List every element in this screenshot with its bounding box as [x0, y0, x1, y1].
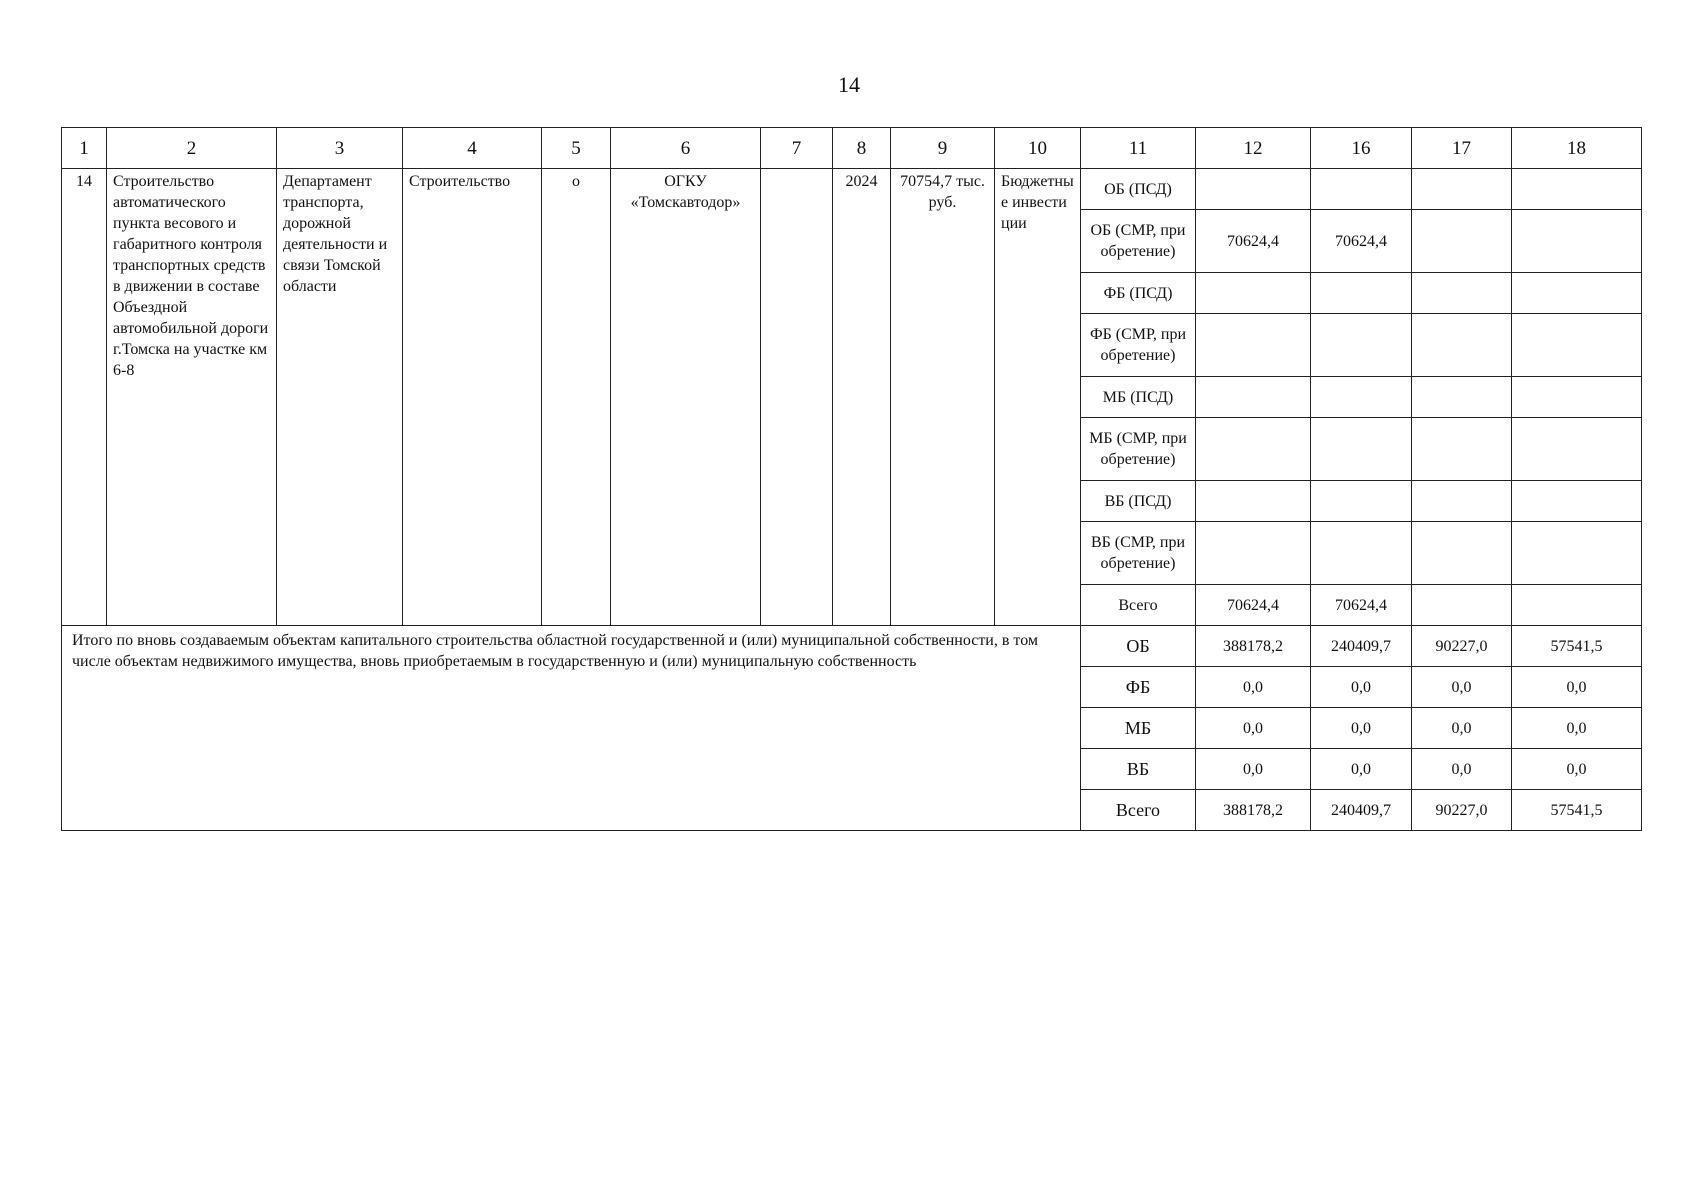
table-cell: 0,0	[1512, 749, 1642, 790]
column-header: 7	[761, 128, 833, 169]
item-name: Строительство автоматического пункта весового и габаритного контроля транспортных средств в движении в составе Объездной автомобильной дороги г.Томска на участке км 6-8	[107, 169, 277, 626]
item-form: Бюджетные инвестиции	[995, 169, 1081, 626]
item-year: 2024	[833, 169, 891, 626]
table-cell	[1512, 169, 1642, 210]
table-cell	[1412, 481, 1512, 522]
table-cell: 90227,0	[1412, 626, 1512, 667]
column-header: 4	[403, 128, 542, 169]
funding-source: ВБ (ПСД)	[1081, 481, 1196, 522]
table-row	[62, 169, 1642, 210]
table-cell	[1412, 377, 1512, 418]
table-cell	[1512, 585, 1642, 626]
table-cell	[1196, 377, 1311, 418]
table-cell	[1512, 273, 1642, 314]
investment-table	[61, 127, 1642, 831]
table-cell	[1311, 314, 1412, 377]
table-cell: 240409,7	[1311, 626, 1412, 667]
table-cell	[1196, 418, 1311, 481]
item-number: 14	[62, 169, 107, 626]
column-header: 5	[542, 128, 611, 169]
table-cell	[1412, 314, 1512, 377]
table-cell	[1196, 522, 1311, 585]
page-number: 14	[838, 72, 860, 97]
column-header: 12	[1196, 128, 1311, 169]
column-header: 6	[611, 128, 761, 169]
table-cell	[1512, 210, 1642, 273]
table-cell: 0,0	[1196, 708, 1311, 749]
table-cell	[1311, 273, 1412, 314]
table-cell	[1311, 522, 1412, 585]
summary-label: Итого по вновь создаваемым объектам капитального строительства областной государственной и (или) муниципальной собственности, в том числе объектам недвижимого имущества, вновь приобретаемым в государственную и (или) муниципальную собственность	[62, 626, 1081, 831]
funding-source: МБ (СМР, приобретение)	[1081, 418, 1196, 481]
table-cell	[1512, 314, 1642, 377]
table-cell	[1196, 481, 1311, 522]
summary-source: ОБ	[1081, 626, 1196, 667]
table-cell: 57541,5	[1512, 790, 1642, 831]
table-cell: 0,0	[1512, 667, 1642, 708]
funding-source: Всего	[1081, 585, 1196, 626]
item-col7	[761, 169, 833, 626]
table-cell: 0,0	[1196, 667, 1311, 708]
table-cell	[1412, 522, 1512, 585]
funding-source: ФБ (ПСД)	[1081, 273, 1196, 314]
column-header: 11	[1081, 128, 1196, 169]
table-cell: 0,0	[1196, 749, 1311, 790]
table-cell	[1512, 522, 1642, 585]
table-cell: 70624,4	[1196, 585, 1311, 626]
table-cell	[1412, 169, 1512, 210]
column-header: 1	[62, 128, 107, 169]
table-cell	[1311, 377, 1412, 418]
table-cell	[1412, 273, 1512, 314]
funding-source: ОБ (СМР, приобретение)	[1081, 210, 1196, 273]
table-cell: 388178,2	[1196, 626, 1311, 667]
column-header: 2	[107, 128, 277, 169]
table-cell	[1512, 377, 1642, 418]
table-cell	[1412, 418, 1512, 481]
column-header-row	[62, 128, 1642, 169]
funding-source: МБ (ПСД)	[1081, 377, 1196, 418]
table-cell: 0,0	[1311, 749, 1412, 790]
item-customer: ОГКУ «Томскавтодор»	[611, 169, 761, 626]
table-cell	[1311, 169, 1412, 210]
item-type: Строительство	[403, 169, 542, 626]
table-cell: 0,0	[1412, 749, 1512, 790]
table-cell	[1196, 169, 1311, 210]
funding-source: ФБ (СМР, приобретение)	[1081, 314, 1196, 377]
table-cell	[1512, 481, 1642, 522]
summary-row	[62, 626, 1642, 667]
column-header: 16	[1311, 128, 1412, 169]
table-cell	[1512, 418, 1642, 481]
column-header: 10	[995, 128, 1081, 169]
table-cell: 0,0	[1311, 667, 1412, 708]
column-header: 18	[1512, 128, 1642, 169]
summary-source: Всего	[1081, 790, 1196, 831]
column-header: 17	[1412, 128, 1512, 169]
summary-source: ФБ	[1081, 667, 1196, 708]
table-cell: 70624,4	[1196, 210, 1311, 273]
column-header: 3	[277, 128, 403, 169]
table-cell: 0,0	[1311, 708, 1412, 749]
table-cell: 0,0	[1512, 708, 1642, 749]
table-cell: 0,0	[1412, 708, 1512, 749]
table-cell: 388178,2	[1196, 790, 1311, 831]
item-col5: о	[542, 169, 611, 626]
table-cell: 70624,4	[1311, 210, 1412, 273]
table-cell	[1311, 418, 1412, 481]
summary-source: ВБ	[1081, 749, 1196, 790]
funding-source: ОБ (ПСД)	[1081, 169, 1196, 210]
column-header: 8	[833, 128, 891, 169]
table-cell	[1196, 314, 1311, 377]
table-cell: 0,0	[1412, 667, 1512, 708]
table-cell: 90227,0	[1412, 790, 1512, 831]
item-cost: 70754,7 тыс. руб.	[891, 169, 995, 626]
table-cell: 70624,4	[1311, 585, 1412, 626]
item-department: Департамент транспорта, дорожной деятельности и связи Томской области	[277, 169, 403, 626]
table-cell: 240409,7	[1311, 790, 1412, 831]
column-header: 9	[891, 128, 995, 169]
funding-source: ВБ (СМР, приобретение)	[1081, 522, 1196, 585]
table-cell: 57541,5	[1512, 626, 1642, 667]
summary-source: МБ	[1081, 708, 1196, 749]
table-cell	[1196, 273, 1311, 314]
table-cell	[1412, 585, 1512, 626]
table-cell	[1412, 210, 1512, 273]
table-cell	[1311, 481, 1412, 522]
